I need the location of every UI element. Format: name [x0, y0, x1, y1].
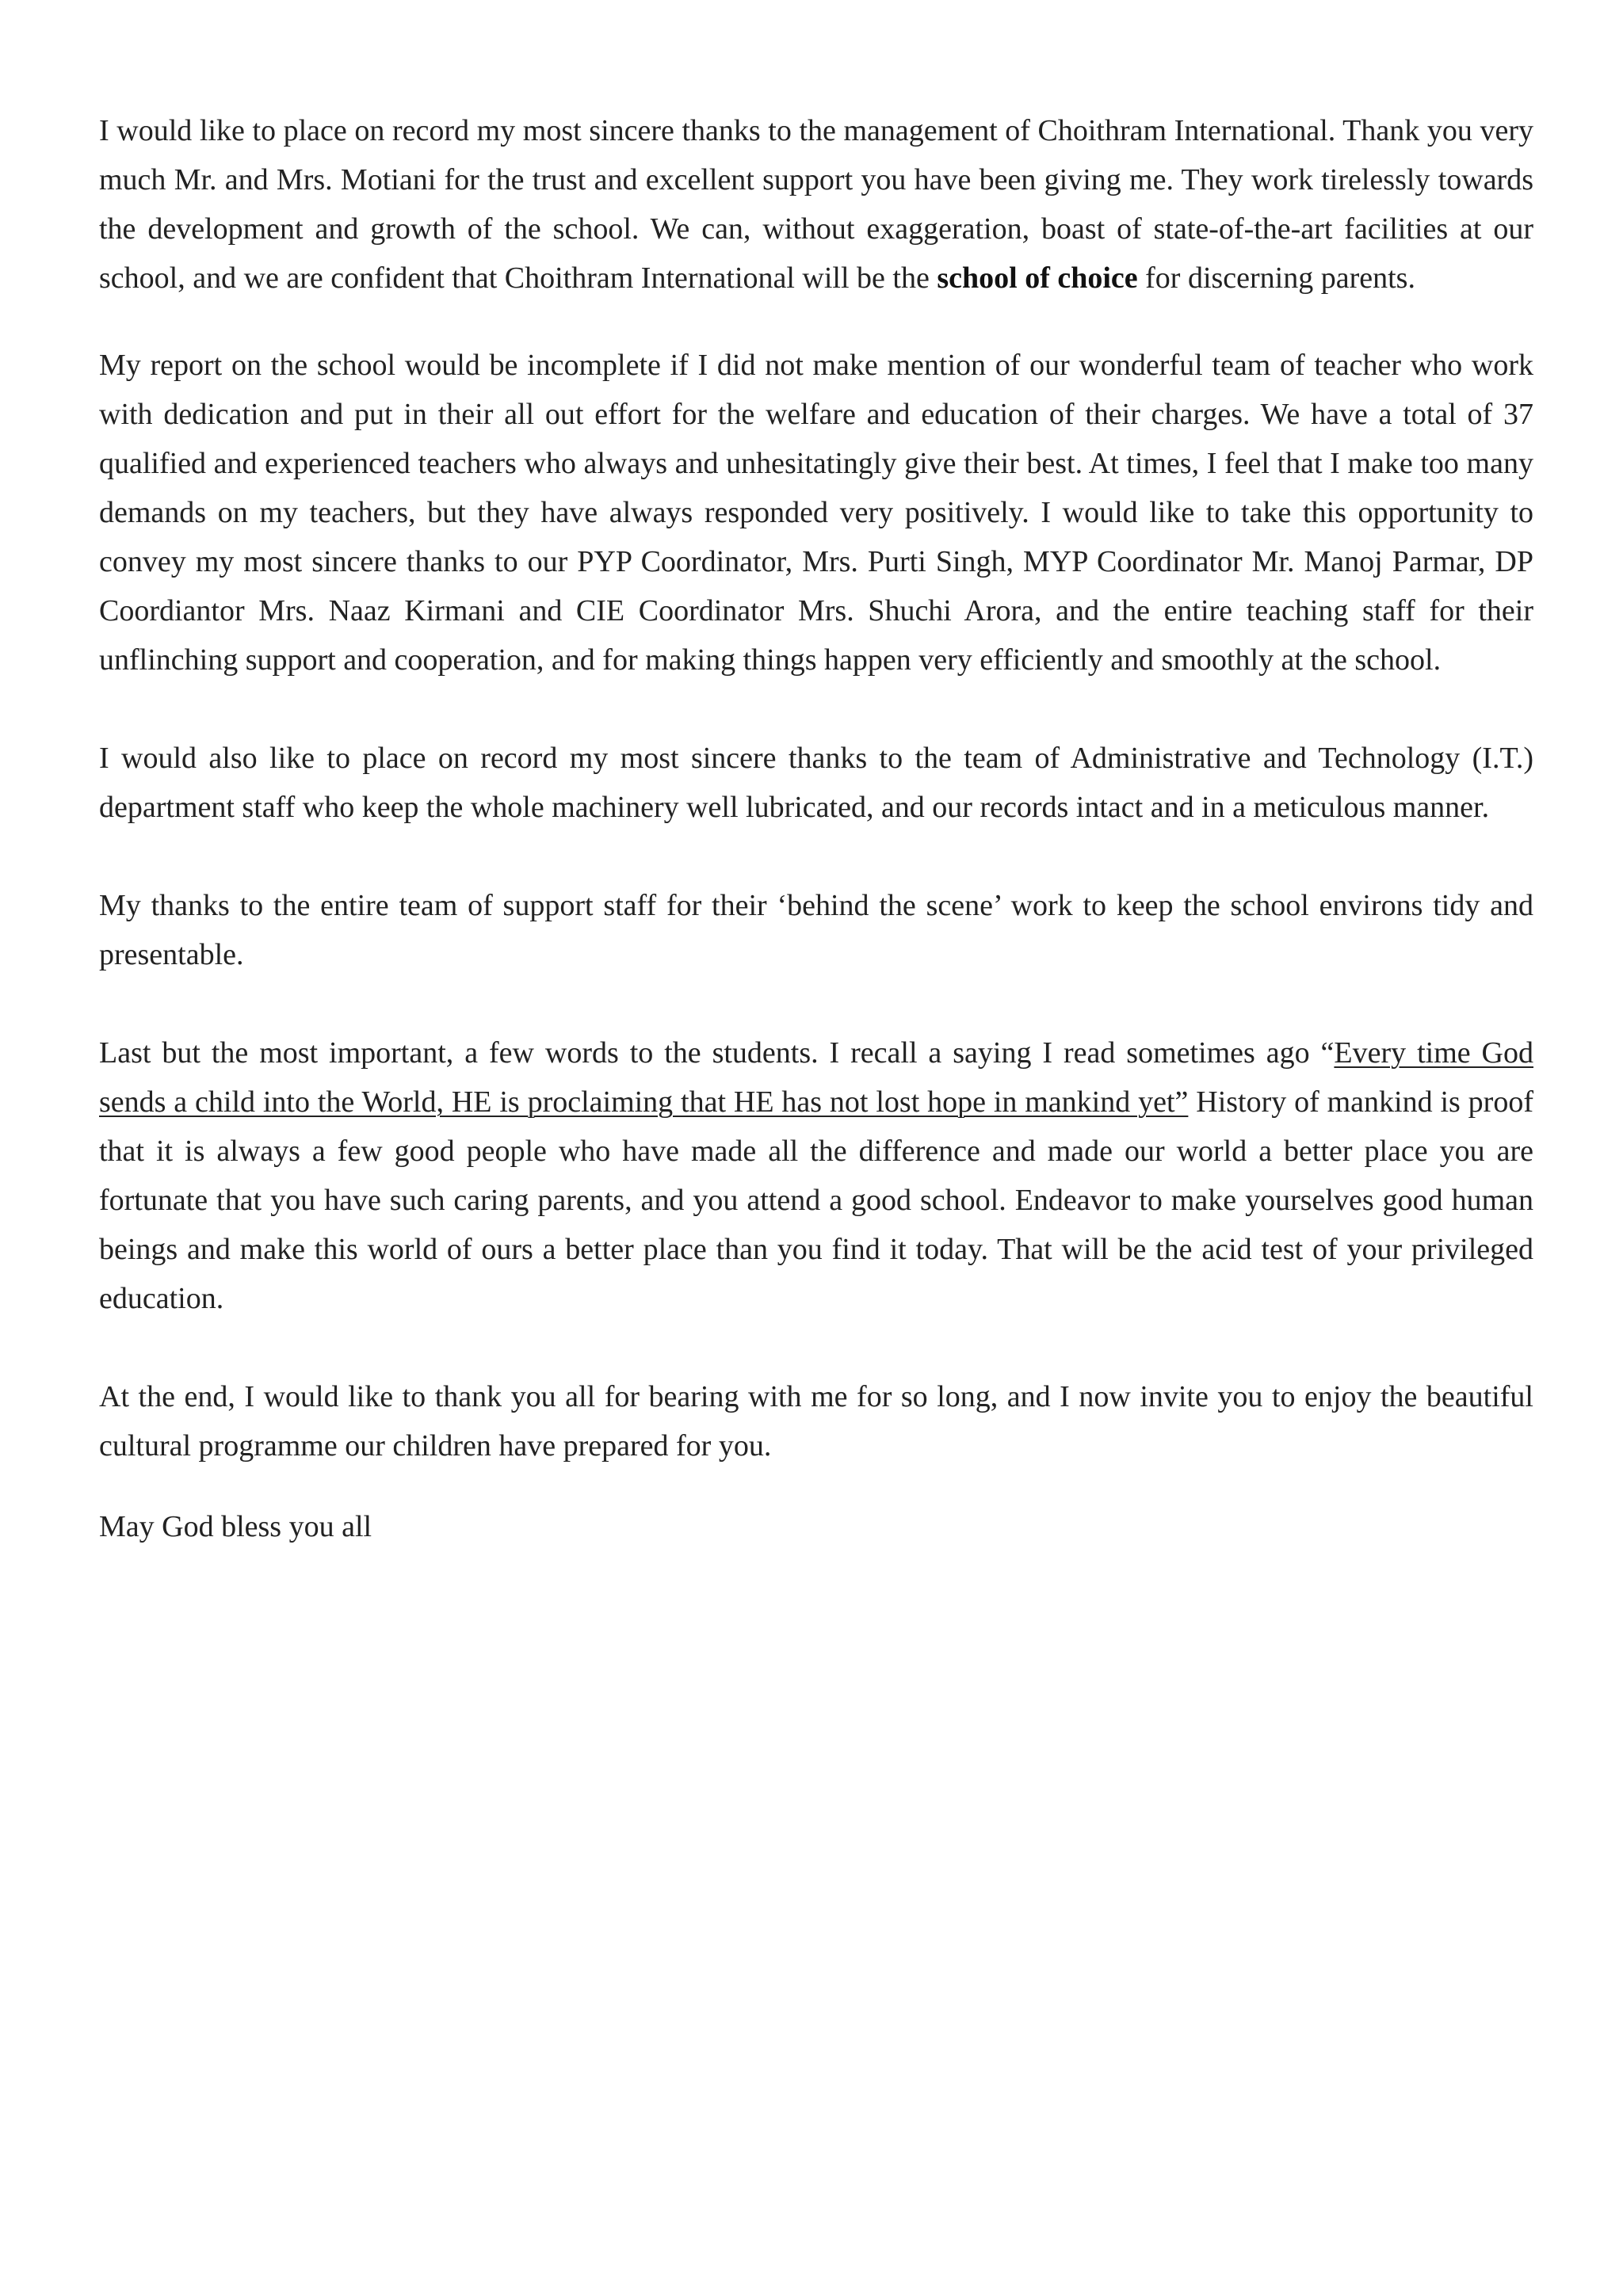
underlined-quote: Every time God sends a child into the World, HE is proclaiming that HE has not lost hope in mankind yet”	[99, 1036, 1533, 1119]
paragraph-teacher-thanks: My report on the school would be incomplete if I did not make mention of our wonderful team of teacher who work with dedication and put in their all out effort for the welfare and education of their charges. We have a total of 37 qualified and experienced teachers who always and unhesitatingly give their best. At times, I feel that I make too many demands on my teachers, but they have always responded very positively. I would like to take this opportunity to convey my most sincere thanks to our PYP Coordinator, Mrs. Purti Singh, MYP Coordinator Mr. Manoj Parmar, DP Coordiantor Mrs. Naaz Kirmani and CIE Coordinator Mrs. Shuchi Arora, and the entire teaching staff for their unflinching support and cooperation, and for making things happen very efficiently and smoothly at the school.	[99, 349, 1533, 677]
paragraph-text: Last but the most important, a few words to the students. I recall a saying I read sometimes ago “	[99, 1036, 1335, 1070]
paragraph-admin-it-thanks: I would also like to place on record my most sincere thanks to the team of Administrative and Technology (I.T.) department staff who keep the whole machinery well lubricated, and our records intact and in a meticulous manner.	[99, 742, 1533, 824]
paragraph-management-thanks	[99, 106, 1533, 303]
paragraph-blessing: May God bless you all	[99, 1510, 372, 1543]
paragraph-text: History of mankind is proof that it is always a few good people who have made all the difference and made our world a better place you are fortunate that you have such caring parents, and you attend a good school. Endeavor to make yourselves good human beings and make this world of ours a better place than you find it today. That will be the acid test of your privileged education.	[99, 1085, 1533, 1315]
paragraph-closing: At the end, I would like to thank you all for bearing with me for so long, and I now invite you to enjoy the beautiful cultural programme our children have prepared for you.	[99, 1380, 1533, 1463]
document-body	[99, 106, 1533, 1551]
paragraph-students	[99, 1028, 1533, 1323]
emphasis-school-of-choice: school of choice	[937, 261, 1138, 295]
paragraph-support-staff-thanks: My thanks to the entire team of support staff for their ‘behind the scene’ work to keep the school environs tidy and presentable.	[99, 889, 1533, 971]
paragraph-text: I would like to place on record my most sincere thanks to the management of Choithram International. Thank you very much Mr. and Mrs. Motiani for the trust and excellent support you have been giving me. They work tirelessly towards the development and growth of the school. We can, without exaggeration, boast of state-of-the-art facilities at our school, and we are confident that Choithram International will be the	[99, 114, 1533, 295]
paragraph-text: for discerning parents.	[1137, 261, 1415, 295]
